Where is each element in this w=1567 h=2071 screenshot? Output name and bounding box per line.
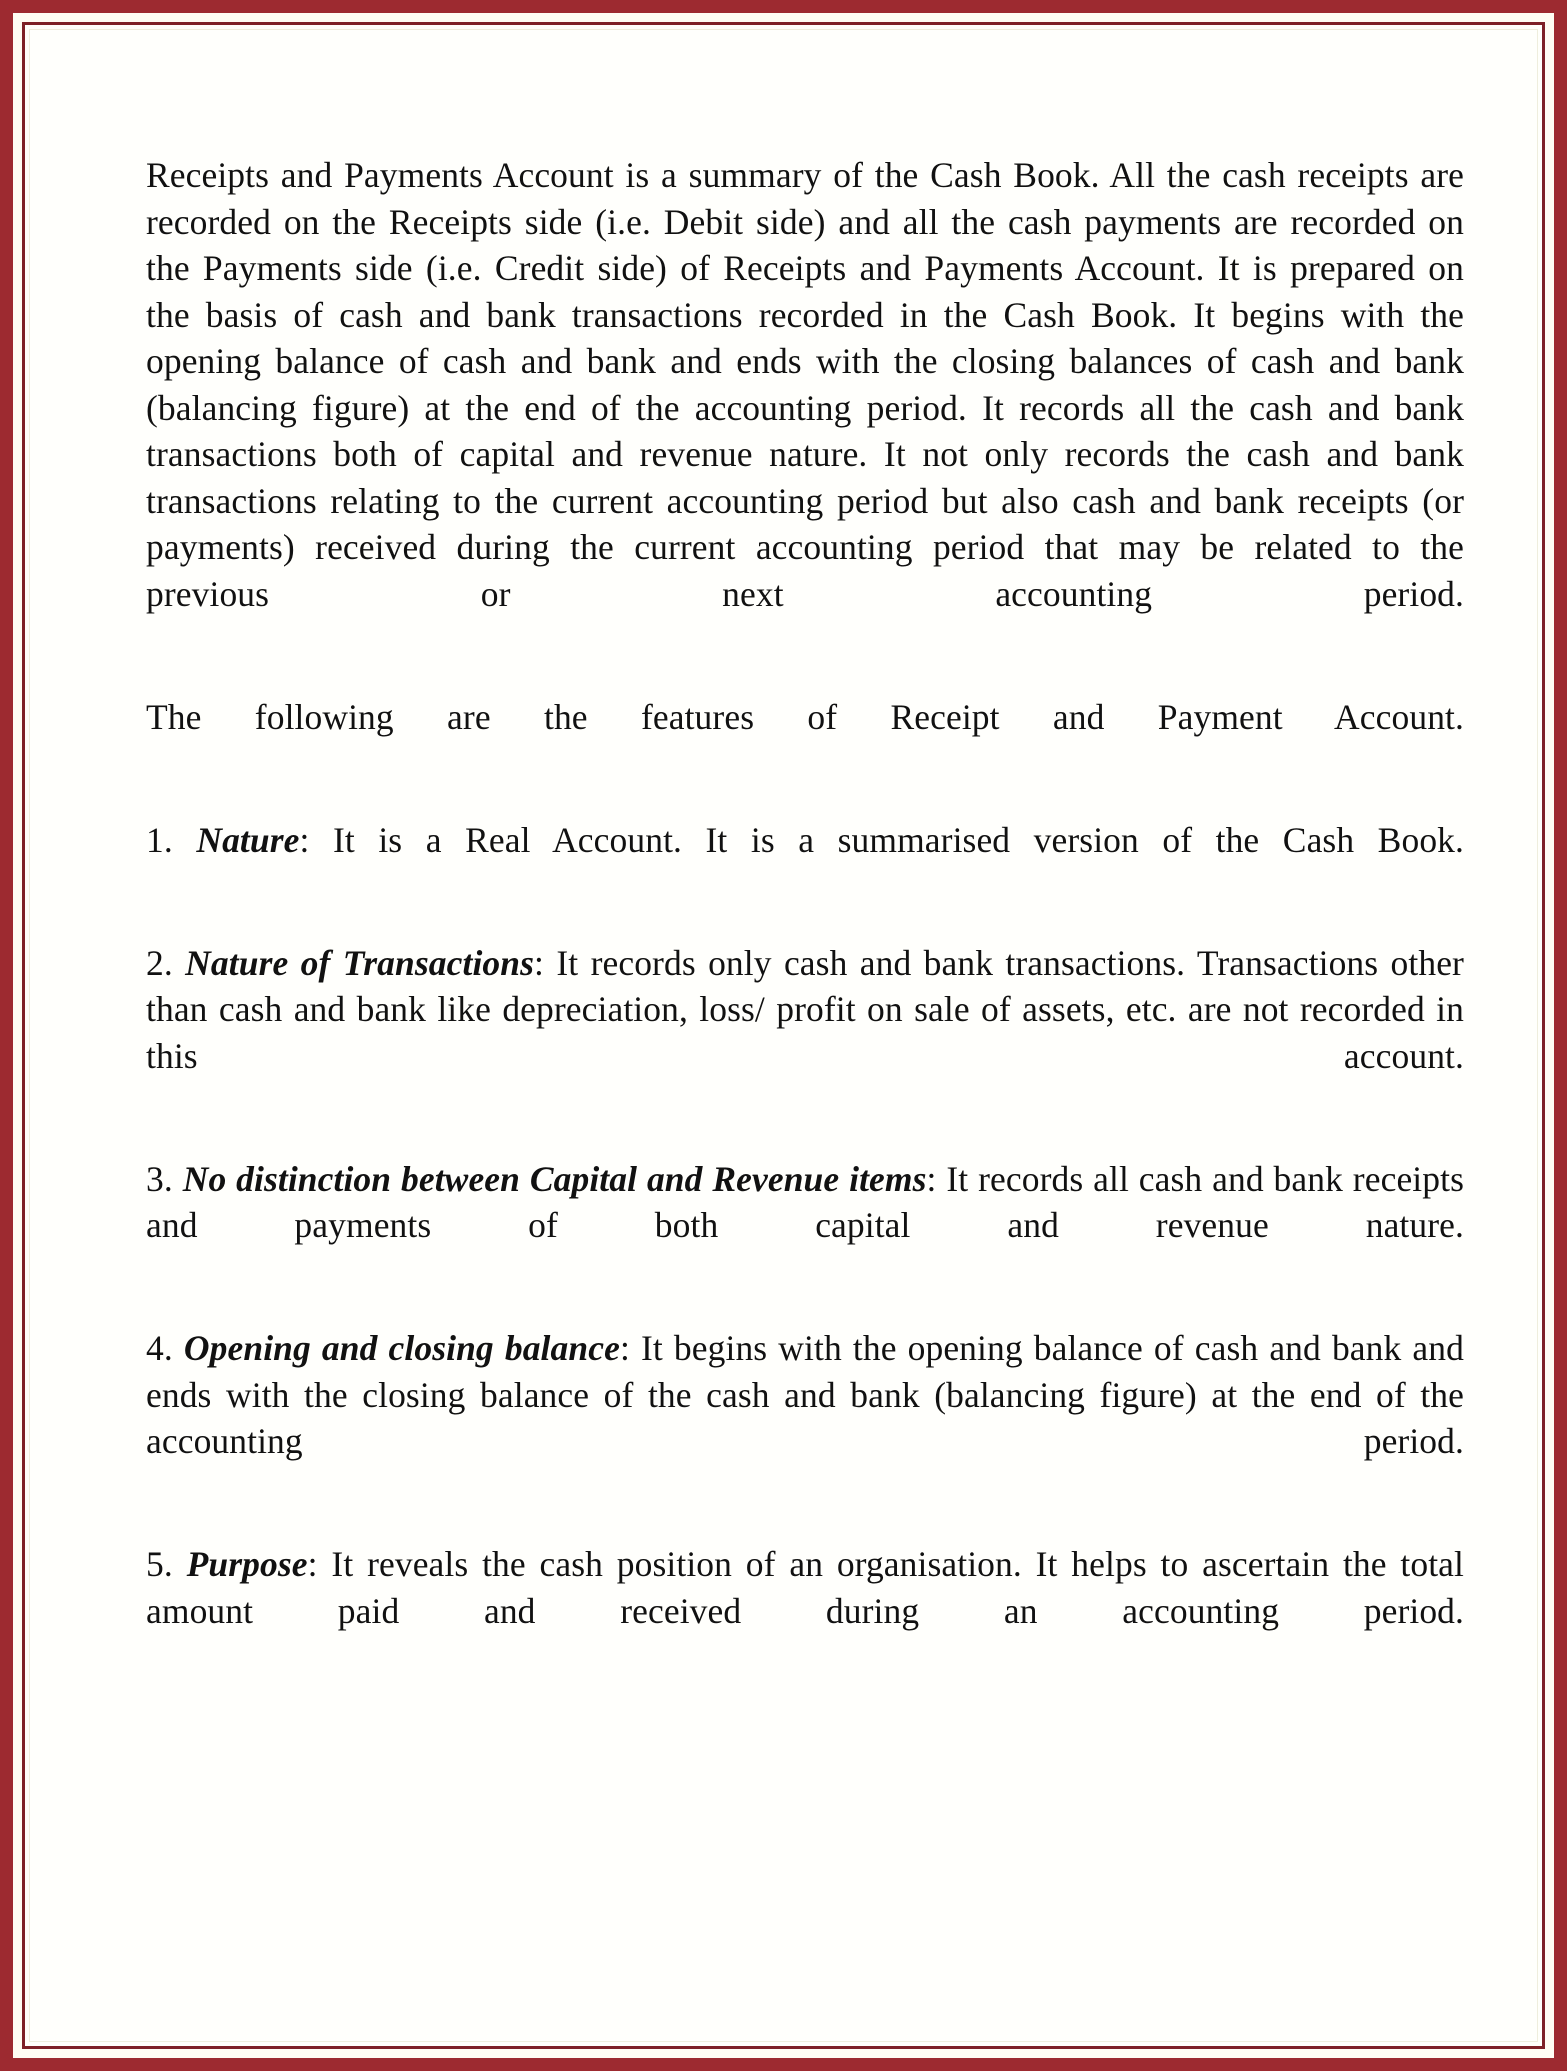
document-content [146, 152, 1464, 2001]
feature-1-separator: : [299, 819, 310, 860]
feature-3-separator: : [926, 1158, 937, 1199]
feature-2-heading: Nature of Transactions [185, 942, 535, 983]
feature-1-heading: Nature [196, 819, 300, 860]
features-lead-in: The following are the features of Receipt and Payment Account. [146, 696, 1464, 737]
feature-3-number: 3. [146, 1158, 173, 1199]
feature-item-3 [146, 1156, 1464, 1296]
feature-4-separator: : [619, 1328, 630, 1368]
feature-5-number: 5. [146, 1544, 173, 1584]
feature-1-number: 1. [146, 819, 173, 860]
page-canvas [29, 29, 1538, 2042]
feature-2-number: 2. [146, 942, 173, 983]
feature-2-body: It records only cash and bank transactions. Transactions other than cash and bank like depreciation, loss/ profit on sale of assets, etc. are not recorded in this account. [146, 942, 1464, 1076]
feature-item-2 [146, 940, 1464, 1126]
feature-5-heading: Purpose [186, 1544, 308, 1584]
feature-1-body: It is a Real Account. It is a summarised version of the Cash Book. [309, 819, 1464, 860]
feature-4-body: It begins with the opening balance of cash and bank and ends with the closing balance of the cash and bank (balancing figure) at the end of the accounting period. [146, 1328, 1464, 1461]
feature-5-separator: : [307, 1544, 318, 1584]
feature-3-heading: No distinction between Capital and Revenue items [182, 1158, 927, 1199]
feature-5-body: It reveals the cash position of an organisation. It helps to ascertain the total amount paid and received during an accounting period. [146, 1544, 1464, 1631]
feature-4-number: 4. [146, 1328, 173, 1368]
feature-item-5 [146, 1541, 1464, 1681]
feature-item-1 [146, 817, 1464, 910]
page-border-inner-line [22, 22, 1545, 2049]
feature-item-4 [146, 1325, 1464, 1511]
feature-4-heading: Opening and closing balance [183, 1328, 620, 1368]
feature-3-body: It records all cash and bank receipts and payments of both capital and revenue nature. [146, 1158, 1464, 1245]
intro-paragraph: Receipts and Payments Account is a summary of the Cash Book. All the cash receipts are recorded on the Receipts side (i.e. Debit side) and all the cash payments are recorded on the Payments side (i.e. Credit side) of Receipts and Payments Account. It is prepared on the basis of cash and bank transactions recorded in the Cash Book. It begins with the opening balance of cash and bank and ends with the closing balances of cash and bank (balancing figure) at the end of the accounting period. It records all the cash and bank transactions both of capital and revenue nature. It not only records the cash and bank transactions relating to the current accounting period but also cash and bank receipts (or payments) received during the current accounting period that may be related to the previous or next accounting period. [146, 155, 1464, 614]
feature-2-separator: : [534, 942, 544, 983]
